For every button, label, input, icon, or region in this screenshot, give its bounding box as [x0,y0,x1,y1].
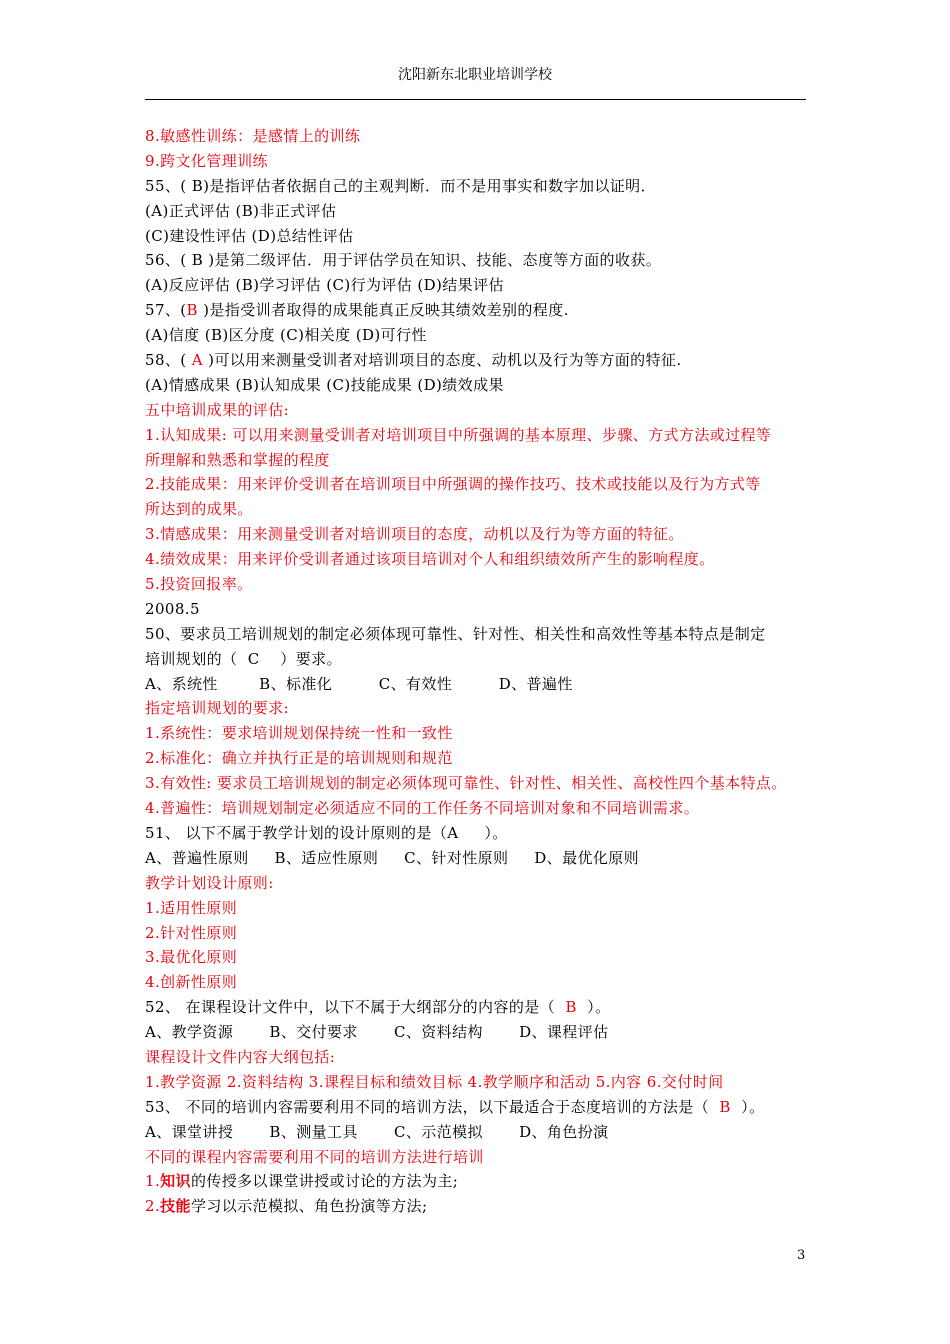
text-line [145,896,825,921]
text-line [145,672,825,697]
text-line [145,323,825,348]
page-number: 3 [797,1248,806,1263]
text-line [145,945,825,970]
text-line [145,796,825,821]
text-run: B [565,998,577,1017]
text-run: 的传授多以课堂讲授或讨论的方法为主; [190,1172,459,1191]
text-run: 3.情感成果：用来测量受训者对培训项目的态度，动机以及行为等方面的特征。 [145,525,684,544]
text-run: 57、( [145,301,187,320]
text-line [145,1145,825,1170]
text-run: 8.敏感性训练：是感情上的训练 [145,127,361,145]
text-line [145,199,825,224]
text-run: 1. [145,1172,161,1191]
text-line [145,248,825,273]
text-run: 课程设计文件内容大纲包括: [145,1047,336,1066]
text-line [145,721,825,746]
text-line [145,771,825,796]
text-run: B [719,1097,731,1116]
text-line [145,224,825,249]
text-line [145,1194,825,1219]
text-line [145,871,825,896]
text-run: 9.跨文化管理训练 [145,151,268,170]
text-run: )可以用来测量受训者对培训项目的态度、动机以及行为等方面的特征. [202,351,682,370]
text-run: 50、要求员工培训规划的制定必须体现可靠性、针对性、相关性和高效性等基本特点是制定 [145,624,766,643]
text-run: 2.标准化：确立并执行正是的培训规则和规范 [145,749,453,768]
text-line [145,821,825,846]
text-line [145,970,825,995]
text-run: 1.系统性：要求培训规划保持统一性和一致性 [145,724,453,743]
text-line [145,448,825,473]
text-line [145,746,825,771]
text-run: 2008.5 [145,599,200,618]
text-line [145,995,825,1020]
text-line [145,547,825,572]
text-line [145,1095,825,1120]
text-line [145,647,825,672]
text-run: A、普遍性原则 B、适应性原则 C、针对性原则 D、最优化原则 [145,848,640,867]
text-line [145,298,825,323]
text-line [145,1169,825,1194]
text-run: A [191,351,203,370]
text-run: (A)情感成果 (B)认知成果 (C)技能成果 (D)绩效成果 [145,375,504,394]
text-run: ）。 [730,1097,765,1116]
text-run: 五中培训成果的评估: [145,400,290,419]
text-run: 所理解和熟悉和掌握的程度 [145,450,330,469]
text-line [145,348,825,373]
text-run: 1.认知成果: 可以用来测量受训者对培训项目中所强调的基本原理、步骤、方式方法或过程等 [145,425,772,444]
page-header-title: 沈阳新东北职业培训学校 [398,67,552,83]
text-run: 4.普遍性：培训规划制定必须适应不同的工作任务不同培训对象和不同培训需求。 [145,799,700,818]
text-line [145,1070,825,1095]
text-run: 教学计划设计原则: [145,873,274,892]
text-run: 2.技能成果：用来评价受训者在培训项目中所强调的操作技巧、技术或技能以及行为方式等 [145,475,761,494]
text-run: 56、( B )是第二级评估．用于评估学员在知识、技能、态度等方面的收获。 [145,251,662,270]
text-run: 51、 以下不属于教学计划的设计原则的是（A ）。 [145,823,508,842]
text-run: 5.投资回报率。 [145,575,253,594]
text-line [145,373,825,398]
text-line [145,124,825,149]
text-run: 学习以示范模拟、角色扮演等方法; [190,1197,428,1216]
text-run: 1.教学资源 2.资料结构 3.课程目标和绩效目标 4.教学顺序和活动 5.内容 6.交付时间 [145,1072,724,1091]
text-run: 4.绩效成果：用来评价受训者通过该项目培训对个人和组织绩效所产生的影响程度。 [145,550,715,569]
text-run: (A)反应评估 (B)学习评估 (C)行为评估 (D)结果评估 [145,276,504,295]
text-line [145,522,825,547]
text-run: 2.针对性原则 [145,923,238,942]
text-run: 所达到的成果。 [145,500,253,519]
text-run: 4.创新性原则 [145,973,238,992]
text-run: 不同的课程内容需要利用不同的培训方法进行培训 [145,1147,484,1166]
text-run: 55、( B)是指评估者依据自己的主观判断．而不是用事实和数字加以证明． [145,176,656,195]
text-run: )是指受训者取得的成果能真正反映其绩效差别的程度. [197,301,569,320]
text-run: 指定培训规划的要求: [145,699,290,718]
text-line [145,921,825,946]
text-run: 技能 [160,1197,191,1216]
text-run: (C)建设性评估 (D)总结性评估 [145,226,354,245]
header-divider [145,99,806,100]
text-line [145,1045,825,1070]
text-line [145,1020,825,1045]
text-line [145,398,825,423]
text-line [145,497,825,522]
text-line [145,149,825,174]
text-line [145,1120,825,1145]
text-run: 58、( [145,351,192,370]
text-run: 知识 [160,1172,191,1191]
text-line [145,174,825,199]
text-line [145,597,825,622]
text-line [145,472,825,497]
text-run: B [186,301,198,320]
text-line [145,273,825,298]
text-run: A、系统性 B、标准化 C、有效性 D、普遍性 [145,674,573,693]
document-body [145,124,825,1219]
text-run: (A)正式评估 (B)非正式评估 [145,201,337,220]
text-line [145,696,825,721]
text-run: 52、 在课程设计文件中，以下不属于大纲部分的内容的是（ [145,998,566,1017]
text-line [145,423,825,448]
text-run: 53、 不同的培训内容需要利用不同的培训方法，以下最适合于态度培训的方法是（ [145,1097,720,1116]
text-line [145,572,825,597]
text-run: 培训规划的（ C ）要求。 [145,649,342,668]
text-run: 3.最优化原则 [145,948,238,967]
text-line [145,622,825,647]
text-line [145,846,825,871]
text-run: 1.适用性原则 [145,898,238,917]
text-run: 3.有效性: 要求员工培训规划的制定必须体现可靠性、针对性、相关性、高校性四个基本特点。 [145,774,787,793]
text-run: ）。 [576,998,611,1017]
text-run: A、课堂讲授 B、测量工具 C、示范模拟 D、角色扮演 [145,1122,609,1141]
text-run: (A)信度 (B)区分度 (C)相关度 (D)可行性 [145,326,427,345]
text-run: A、教学资源 B、交付要求 C、资料结构 D、课程评估 [145,1023,609,1042]
text-run: 2. [145,1197,161,1216]
